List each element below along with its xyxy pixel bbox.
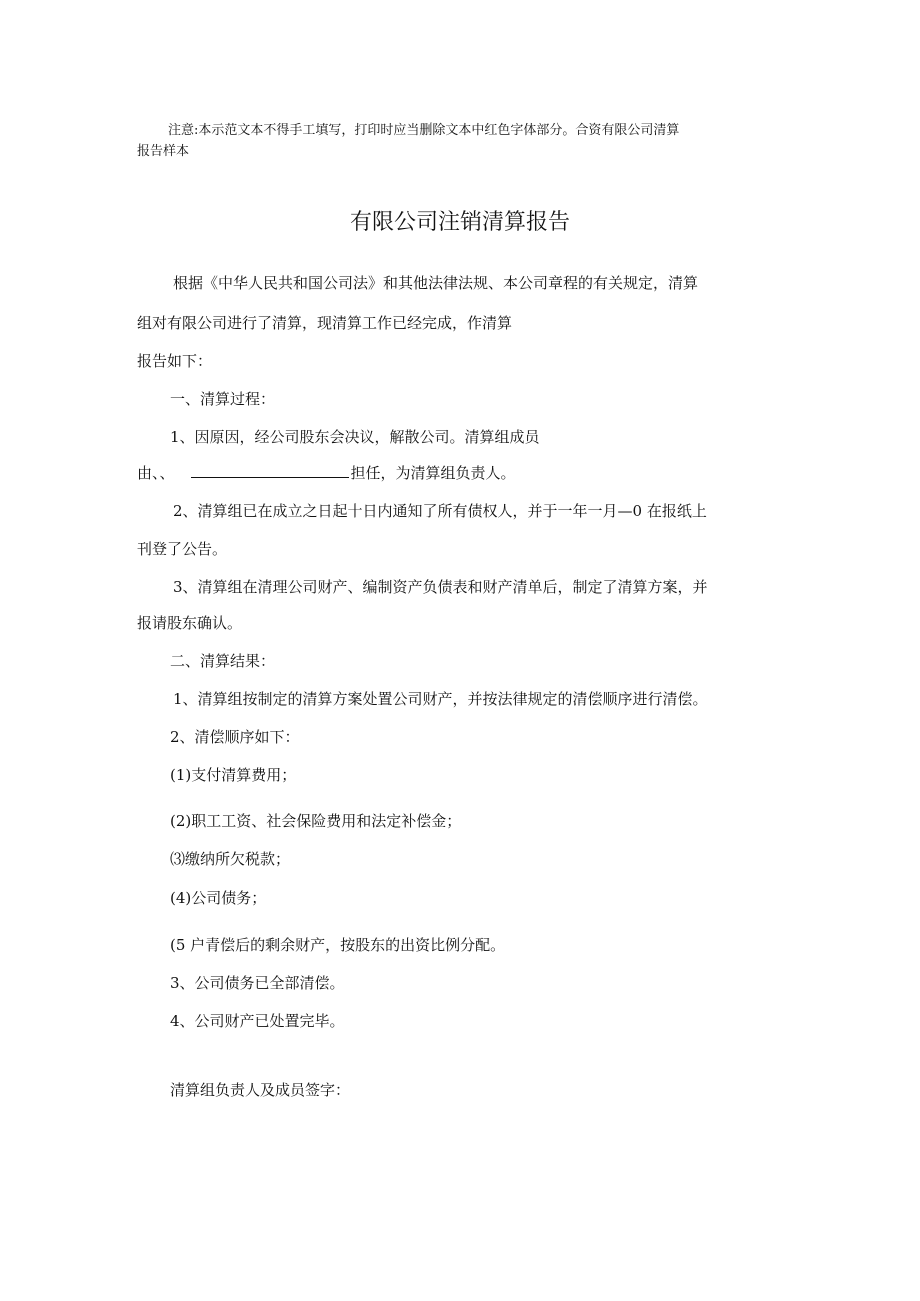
order-item: (5 户青偿后的剩余财产，按股东的出资比例分配。: [170, 936, 506, 954]
process-item-members: [137, 462, 516, 484]
process-item: 1、因原因，经公司股东会决议，解散公司。清算组成员: [170, 428, 540, 446]
section-heading: 一、清算过程：: [170, 390, 276, 408]
process-item: 2、清算组已在成立之日起十日内通知了所有债权人，并于一年一月—0 在报纸上: [173, 502, 707, 520]
order-item: (1)支付清算费用；: [170, 766, 297, 784]
intro-line: 组对有限公司进行了清算，现清算工作已经完成，作清算: [137, 314, 513, 332]
signature-line: 清算组负责人及成员签字：: [170, 1081, 351, 1099]
result-item: 3、公司债务已全部清偿。: [170, 974, 345, 992]
process-item: 3、清算组在清理公司财产、编制资产负债表和财产清单后，制定了清算方案，并: [173, 578, 708, 596]
order-item: (4)公司债务；: [170, 889, 267, 907]
members-suffix: 担任，为清算组负责人。: [350, 464, 516, 482]
blank-line: [191, 462, 349, 478]
notice-line: 报告样本: [137, 144, 190, 159]
result-item: 1、清算组按制定的清算方案处置公司财产，并按法律规定的清偿顺序进行清偿。: [173, 690, 708, 708]
result-item: 4、公司财产已处置完毕。: [170, 1012, 345, 1030]
process-item: 报请股东确认。: [137, 614, 243, 632]
section-heading: 二、清算结果：: [170, 652, 276, 670]
members-prefix: 由、、: [137, 464, 175, 482]
notice-line: 注意:本示范文本不得手工填写，打印时应当删除文本中红色字体部分。合资有限公司清算: [168, 123, 680, 138]
intro-line: 报告如下：: [137, 352, 213, 370]
process-item: 刊登了公告。: [137, 540, 228, 558]
document-title: 有限公司注销清算报告: [349, 210, 570, 235]
result-item: 2、清偿顺序如下：: [170, 728, 300, 746]
order-item: (2)职工工资、社会保险费用和法定补偿金；: [170, 812, 462, 830]
intro-line: 根据《中华人民共和国公司法》和其他法律法规、本公司章程的有关规定，清算: [173, 274, 699, 292]
order-item: ⑶缴纳所欠税款；: [170, 850, 291, 868]
